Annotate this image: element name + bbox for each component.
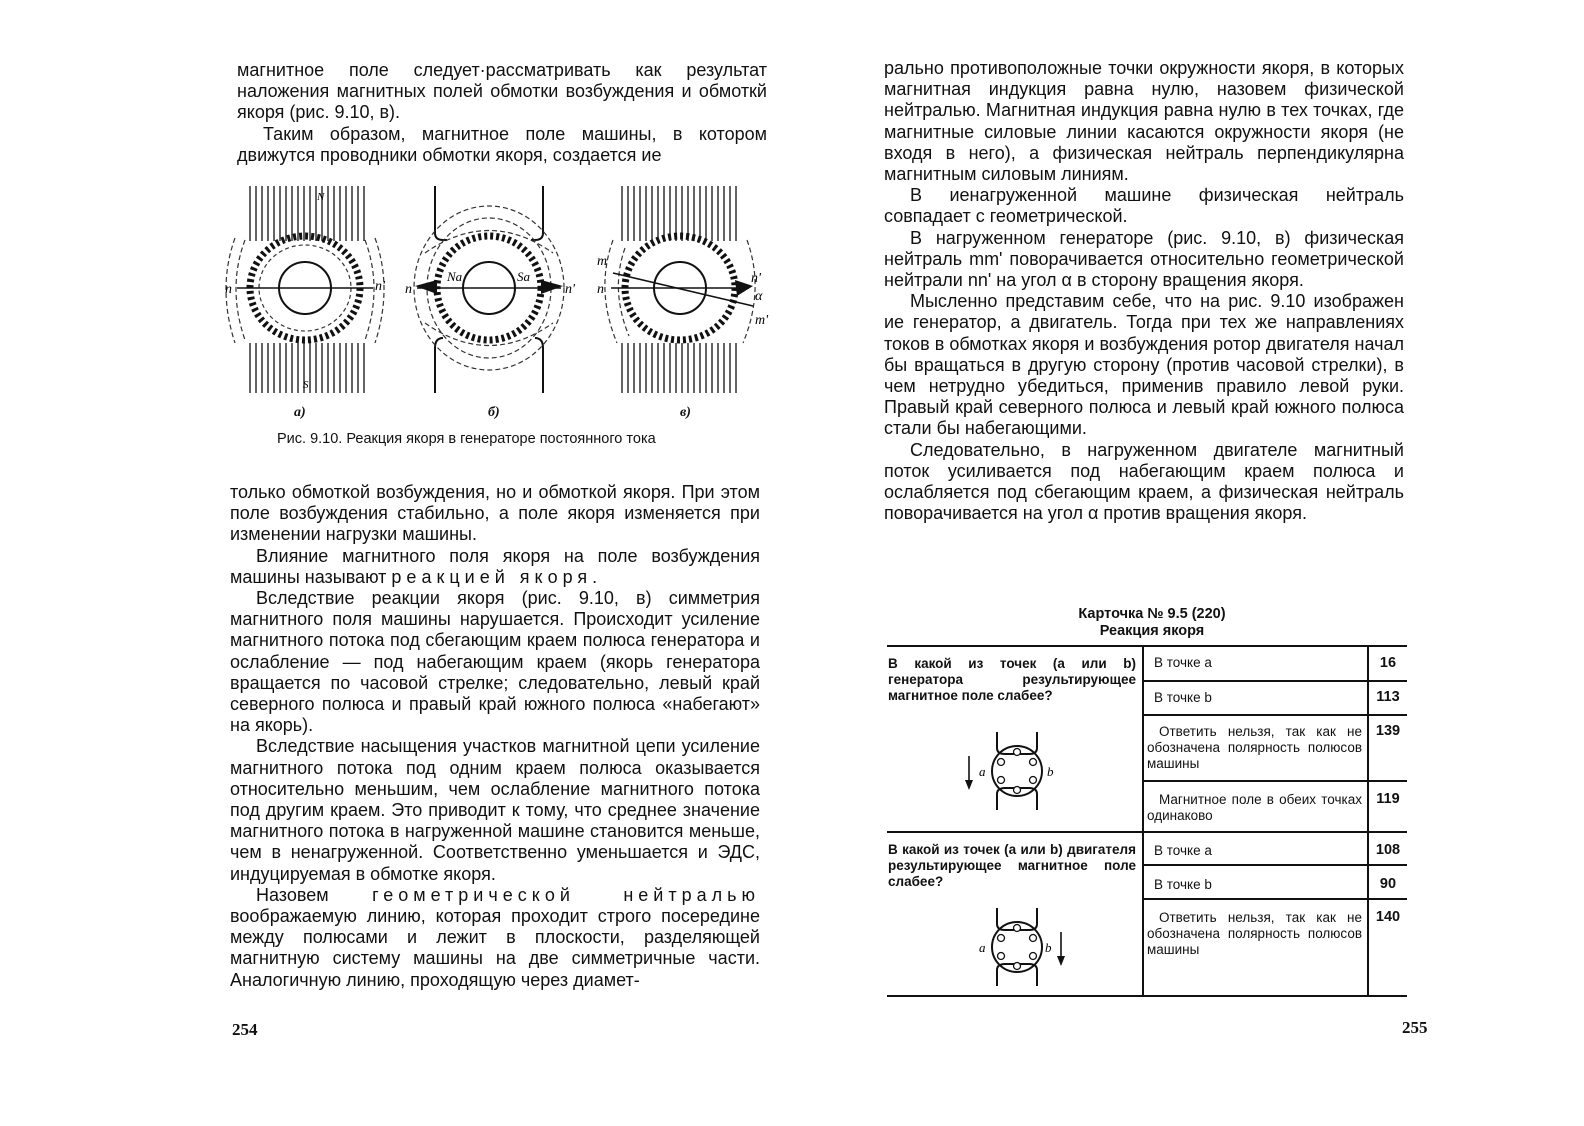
point-b: b <box>1045 940 1052 955</box>
mark-n-prime: n' <box>751 271 761 286</box>
text: . <box>592 566 598 587</box>
figure-caption: Рис. 9.10. Реакция якоря в генераторе постоянного тока <box>277 431 656 447</box>
answer-number: 108 <box>1375 842 1401 858</box>
arrow-left <box>415 280 437 294</box>
left-body-text <box>230 482 760 991</box>
paragraph: только обмоткой возбуждения, но и обмоткой якоря. При этом поле возбуждения стабильно, а поле якоря изменяется при изменении нагрузки машины. <box>230 482 760 545</box>
paragraph: рально противоположные точки окружности якоря, в которых магнитная индукция равна нулю, назовем физической нейтралью. Магнитная индукция равна нулю в тех точках, где магнитные силовые линии касаются окружности якоря (не входя в него), а физическая нейтраль перпендикулярна магнитным силовым линиям. <box>884 58 1404 185</box>
row-rule <box>1142 714 1407 716</box>
paragraph: В нагруженном генераторе (рис. 9.10, в) физическая нейтраль mm' поворачивается относительно геометрической нейтрали nn' на угол α в сторону вращения якоря. <box>884 227 1404 291</box>
right-body-text <box>884 58 1404 524</box>
figure-9-10 <box>225 178 785 418</box>
mark-N: N <box>317 191 325 203</box>
row-rule <box>1142 780 1407 782</box>
pole-bottom-right <box>535 338 543 393</box>
answer-number: 139 <box>1375 723 1401 739</box>
answer-number: 90 <box>1379 876 1397 892</box>
answer-text: Магнитное поле в обеих точках одинаково <box>1147 792 1362 823</box>
answer-number: 16 <box>1379 655 1397 671</box>
diagram-b <box>405 186 576 393</box>
mark-n: n <box>405 282 412 297</box>
figure-label-c: в) <box>680 405 691 420</box>
paragraph: Вследствие реакции якоря (рис. 9.10, в) симметрия магнитного поля машины нарушается. Происходит усиление магнитного потока под сбегающим краем полюса генератора и ослабление — под набегающим краем (якорь генератора вращается по часовой стрелке; следовательно, левый край северного полюса и правый край южного полюса «набегают» на якорь). <box>230 588 760 736</box>
paragraph: В иенагруженной машине физическая нейтраль совпадает с геометрической. <box>884 185 1404 227</box>
row-rule <box>1142 898 1407 900</box>
card-diagram-1 <box>957 726 1077 816</box>
pole-north <box>620 186 740 241</box>
row-rule <box>1142 680 1407 682</box>
pole-north <box>245 186 365 241</box>
card-subtitle: Реакция якоря <box>1099 623 1205 639</box>
card-question-1: В какой из точек (a или b) генератора результирующее магнитное поле слабее? <box>888 656 1136 703</box>
term-geometric-neutral: геометрической нейтралью <box>372 884 760 905</box>
card-number: Карточка № 9.5 (220) <box>1078 606 1226 622</box>
row-rule <box>1142 864 1407 866</box>
mark-n-prime: n' <box>375 279 385 294</box>
paragraph <box>230 885 760 991</box>
right-page <box>792 0 1584 1126</box>
mark-alpha: α <box>755 289 763 304</box>
pole-right <box>531 186 543 240</box>
card-question-2: В какой из точек (a или b) двигателя результирующее магнитное поле слабее? <box>888 842 1136 889</box>
answer-number: 140 <box>1375 909 1401 925</box>
paragraph: Мысленно представим себе, что на рис. 9.10 изображен ие генератор, а двигатель. Тогда при тех же направлениях токов в обмотках якоря и возбуждения ротор двигателя начал бы вращаться в другую сторону (против часовой стрелки), в чем нетрудно убедиться, применив правило левой руки. Правый край северного полюса и левый край южного полюса стали бы набегающими. <box>884 291 1404 439</box>
answer-text: Ответить нельзя, так как не обозначена полярность полюсов машины <box>1147 724 1362 771</box>
paragraph: Вследствие насыщения участков магнитной цепи усиление магнитного потока под одним краем полюса оказывается относительно меньшим, чем ослабление магнитного потока под другим краем. Это приводит к тому, что среднее значение магнитного потока в нагруженной машине становится меньше, чем в ненагруженной. Соответственно уменьшается и ЭДС, индуцируемая в обмотке якоря. <box>230 736 760 884</box>
answer-number: 119 <box>1376 791 1400 807</box>
table-col-divider <box>1142 645 1144 997</box>
pole-south <box>620 343 740 393</box>
paragraph: Таким образом, магнитное поле машины, в котором движутся проводники обмотки якоря, создается ие <box>237 123 767 165</box>
left-top-text <box>237 60 767 166</box>
answer-text: В точке a <box>1154 655 1212 670</box>
table-top-rule <box>887 645 1407 647</box>
text: воображаемую линию, которая проходит строго посередине между полюсами и лежит в плоскости, разделяющей магнитную систему машины на две симметричные части. Аналогичную линию, проходящую через диамет- <box>230 906 760 990</box>
paragraph: Следовательно, в нагруженном двигателе магнитный поток усиливается под набегающим краем полюса и ослабляется под сбегающим краем, а физическая нейтраль поворачивается на угол α против вращения якоря. <box>884 439 1404 524</box>
figure-label-b: б) <box>488 405 500 420</box>
diagram-a <box>225 186 386 393</box>
term-armature-reaction: реакцией якоря <box>391 566 593 587</box>
mark-n-prime: n' <box>565 282 575 297</box>
text: Назовем <box>256 884 373 905</box>
mark-Na: Na <box>447 269 463 284</box>
card-diagram-2 <box>957 902 1077 992</box>
table-mid-rule <box>887 831 1407 833</box>
point-b: b <box>1047 764 1054 779</box>
card-title <box>1042 606 1262 640</box>
diagram-c <box>597 186 769 393</box>
figure-label-a: а) <box>294 405 306 420</box>
mark-Sa: Sa <box>517 269 530 284</box>
point-a: a <box>979 764 986 779</box>
mark-S: S <box>303 379 309 391</box>
answer-text: В точке a <box>1154 843 1212 858</box>
page-number: 255 <box>1402 1018 1428 1037</box>
answer-text: В точке b <box>1154 877 1212 892</box>
point-a: a <box>979 940 986 955</box>
answer-number: 113 <box>1376 689 1400 705</box>
answer-text: В точке b <box>1154 690 1212 705</box>
paragraph <box>230 546 760 588</box>
mark-m: m <box>597 254 608 269</box>
answer-text: Ответить нельзя, так как не обозначена полярность полюсов машины <box>1147 910 1362 957</box>
mark-n: n <box>225 282 232 297</box>
pole-left <box>435 186 447 240</box>
page-number: 254 <box>232 1020 258 1039</box>
pole-bottom-left <box>435 338 443 393</box>
paragraph: магнитное поле следует·рассматривать как результат наложения магнитных полей обмотки возбуждения и обмоткй якоря (рис. 9.10, в). <box>237 60 767 123</box>
table-num-divider <box>1367 645 1369 997</box>
mark-m-prime: m' <box>755 313 769 328</box>
arrow-right <box>541 280 563 294</box>
table-bottom-rule <box>887 995 1407 997</box>
text: Влияние магнитного поля якоря на поле возбуждения машины называют <box>230 545 760 587</box>
mark-n: n <box>597 282 604 297</box>
